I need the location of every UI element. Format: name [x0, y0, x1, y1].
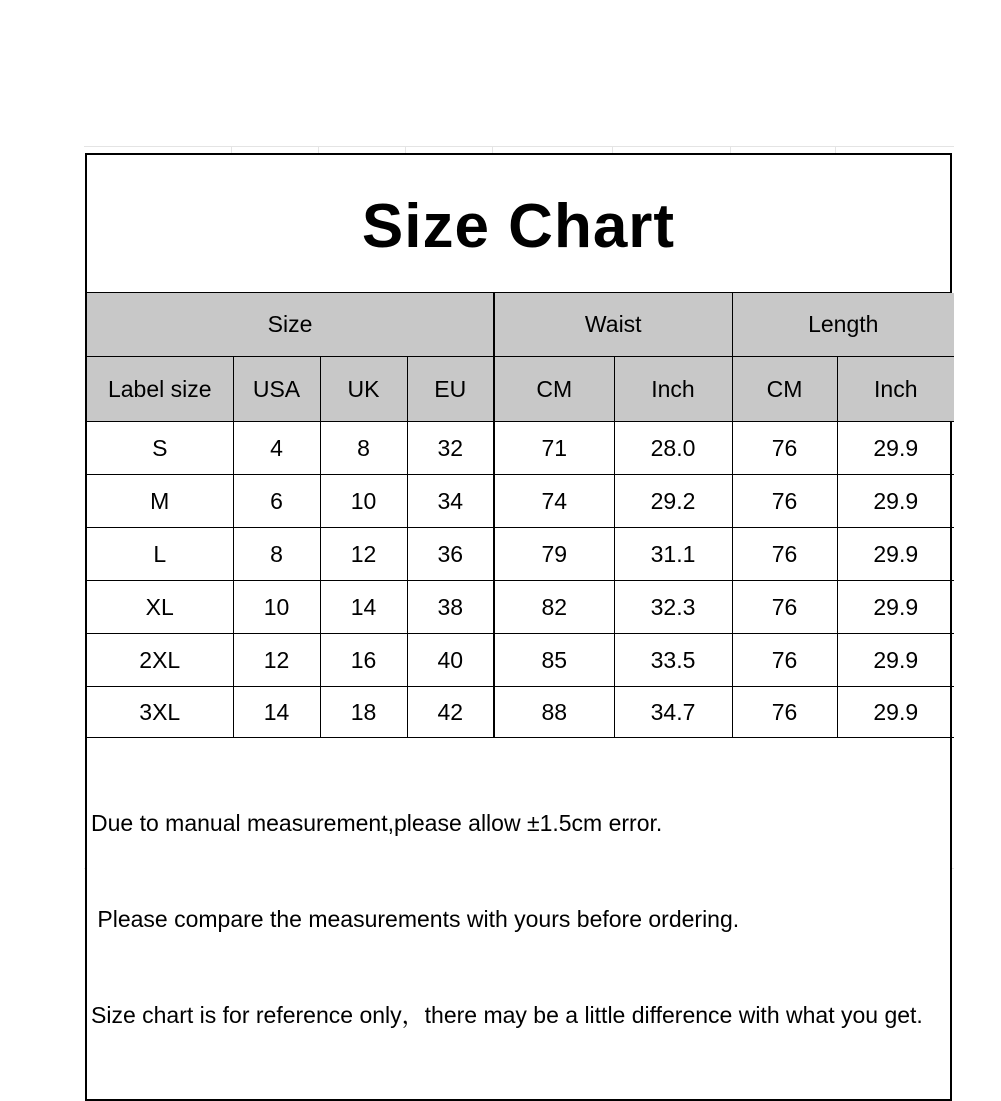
sub-header-waist-inch: Inch — [614, 357, 732, 422]
cell-length-cm: 76 — [732, 634, 837, 687]
table-row — [87, 422, 954, 475]
cell-length-inch: 29.9 — [837, 634, 954, 687]
cell-length-cm: 76 — [732, 422, 837, 475]
cell-uk: 14 — [320, 581, 407, 634]
cell-eu: 34 — [407, 475, 494, 528]
cell-uk: 10 — [320, 475, 407, 528]
table-row — [87, 475, 954, 528]
cell-length-cm: 76 — [732, 581, 837, 634]
table-row — [87, 634, 954, 687]
cell-length-cm: 76 — [732, 475, 837, 528]
cell-eu: 38 — [407, 581, 494, 634]
cell-length-inch: 29.9 — [837, 475, 954, 528]
cell-eu: 36 — [407, 528, 494, 581]
cell-waist-inch: 34.7 — [614, 687, 732, 738]
cell-usa: 10 — [233, 581, 320, 634]
cell-length-inch: 29.9 — [837, 528, 954, 581]
cell-waist-inch: 29.2 — [614, 475, 732, 528]
sub-header-eu: EU — [407, 357, 494, 422]
cell-waist-cm: 79 — [494, 528, 614, 581]
measurement-notes — [87, 738, 950, 1099]
cell-usa: 8 — [233, 528, 320, 581]
cell-length-inch: 29.9 — [837, 581, 954, 634]
cell-label-size: M — [87, 475, 233, 528]
cell-label-size: 2XL — [87, 634, 233, 687]
cell-uk: 16 — [320, 634, 407, 687]
title-row — [87, 155, 950, 293]
sub-header-uk: UK — [320, 357, 407, 422]
cell-length-inch: 29.9 — [837, 422, 954, 475]
group-header-row — [87, 293, 954, 357]
sub-header-usa: USA — [233, 357, 320, 422]
cell-eu: 32 — [407, 422, 494, 475]
cell-label-size: L — [87, 528, 233, 581]
cell-uk: 8 — [320, 422, 407, 475]
note-line: Please compare the measurements with yours before ordering. — [91, 906, 740, 932]
cell-length-cm: 76 — [732, 528, 837, 581]
group-header-size: Size — [87, 293, 494, 357]
note-line: Size chart is for reference only，there may be a little difference with what you get. — [91, 1002, 923, 1028]
cell-waist-cm: 82 — [494, 581, 614, 634]
size-table — [87, 293, 954, 738]
chart-title: Size Chart — [361, 192, 676, 261]
sub-header-length-cm: CM — [732, 357, 837, 422]
cell-usa: 6 — [233, 475, 320, 528]
cell-usa: 14 — [233, 687, 320, 738]
sub-header-row — [87, 357, 954, 422]
cell-label-size: 3XL — [87, 687, 233, 738]
cell-uk: 18 — [320, 687, 407, 738]
cell-waist-inch: 32.3 — [614, 581, 732, 634]
table-row — [87, 687, 954, 738]
cell-waist-inch: 31.1 — [614, 528, 732, 581]
cell-waist-inch: 33.5 — [614, 634, 732, 687]
group-header-length: Length — [732, 293, 954, 357]
cell-waist-cm: 74 — [494, 475, 614, 528]
table-row — [87, 528, 954, 581]
cell-waist-inch: 28.0 — [614, 422, 732, 475]
cell-waist-cm: 88 — [494, 687, 614, 738]
size-chart — [85, 153, 952, 1101]
cell-length-cm: 76 — [732, 687, 837, 738]
cell-eu: 40 — [407, 634, 494, 687]
cell-uk: 12 — [320, 528, 407, 581]
sub-header-length-inch: Inch — [837, 357, 954, 422]
cell-length-inch: 29.9 — [837, 687, 954, 738]
sheet-gridline — [84, 146, 954, 147]
sub-header-label-size: Label size — [87, 357, 233, 422]
cell-usa: 4 — [233, 422, 320, 475]
table-row — [87, 581, 954, 634]
note-line: Due to manual measurement,please allow ±1.5cm error. — [91, 810, 663, 836]
cell-label-size: XL — [87, 581, 233, 634]
cell-waist-cm: 71 — [494, 422, 614, 475]
cell-usa: 12 — [233, 634, 320, 687]
group-header-waist: Waist — [494, 293, 732, 357]
cell-eu: 42 — [407, 687, 494, 738]
cell-waist-cm: 85 — [494, 634, 614, 687]
sub-header-waist-cm: CM — [494, 357, 614, 422]
cell-label-size: S — [87, 422, 233, 475]
